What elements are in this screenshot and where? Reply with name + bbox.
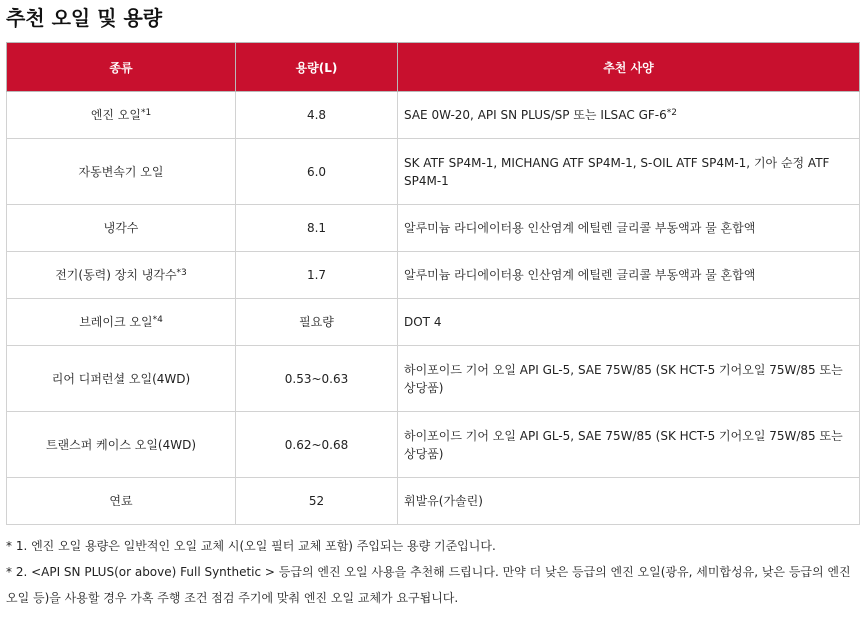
cell-type [7, 252, 236, 299]
cell-type: 리어 디퍼런셜 오일(4WD) [7, 346, 236, 412]
table-row [7, 299, 860, 346]
cell-spec: DOT 4 [398, 299, 860, 346]
table-header-row [7, 43, 860, 92]
cell-type: 트랜스퍼 케이스 오일(4WD) [7, 412, 236, 478]
footnotes [6, 533, 860, 611]
table-row [7, 139, 860, 205]
cell-spec: 알루미늄 라디에이터용 인산염계 에틸렌 글리콜 부동액과 물 혼합액 [398, 205, 860, 252]
header-capacity: 용량(L) [236, 43, 398, 92]
cell-capacity: 필요량 [236, 299, 398, 346]
cell-type [7, 92, 236, 139]
cell-spec [398, 92, 860, 139]
cell-capacity: 52 [236, 478, 398, 525]
type-label: 브레이크 오일 [79, 315, 153, 329]
type-label: 전기(동력) 장치 냉각수 [55, 268, 177, 282]
cell-capacity: 4.8 [236, 92, 398, 139]
table-row [7, 205, 860, 252]
cell-spec: 하이포이드 기어 오일 API GL-5, SAE 75W/85 (SK HCT-5 기어오일 75W/85 또는 상당품) [398, 412, 860, 478]
table-row [7, 478, 860, 525]
cell-capacity: 1.7 [236, 252, 398, 299]
cell-type [7, 299, 236, 346]
footnote-1: * 1. 엔진 오일 용량은 일반적인 오일 교체 시(오일 필터 교체 포함) 주입되는 용량 기준입니다. [6, 539, 496, 553]
cell-type: 자동변속기 오일 [7, 139, 236, 205]
cell-spec: 휘발유(가솔린) [398, 478, 860, 525]
cell-spec: 알루미늄 라디에이터용 인산염계 에틸렌 글리콜 부동액과 물 혼합액 [398, 252, 860, 299]
footnote-ref: *1 [140, 108, 152, 118]
cell-capacity: 0.53~0.63 [236, 346, 398, 412]
oil-capacity-table [6, 42, 860, 525]
cell-spec: SK ATF SP4M-1, MICHANG ATF SP4M-1, S-OIL ATF SP4M-1, 기아 순정 ATF SP4M-1 [398, 139, 860, 205]
table-row [7, 412, 860, 478]
cell-capacity: 6.0 [236, 139, 398, 205]
table-row [7, 252, 860, 299]
footnote-ref: *4 [152, 315, 163, 325]
cell-capacity: 0.62~0.68 [236, 412, 398, 478]
table-row [7, 92, 860, 139]
footnote-ref: *2 [666, 108, 677, 118]
cell-spec: 하이포이드 기어 오일 API GL-5, SAE 75W/85 (SK HCT-5 기어오일 75W/85 또는 상당품) [398, 346, 860, 412]
cell-capacity: 8.1 [236, 205, 398, 252]
cell-type: 연료 [7, 478, 236, 525]
footnote-2: * 2. <API SN PLUS(or above) Full Synthetic > 등급의 엔진 오일 사용을 추천해 드립니다. 만약 더 낮은 등급의 엔진 오일(광유, 세미합성유, 낮은 등급의 엔진 오일 등)을 사용할 경우 가혹 주행 조건 점검 주기에 맞춰 엔진 오일 교체가 요구됩니다. [6, 565, 851, 605]
type-label: 엔진 오일 [90, 108, 141, 122]
header-spec: 추천 사양 [398, 43, 860, 92]
cell-type: 냉각수 [7, 205, 236, 252]
table-row [7, 346, 860, 412]
footnote-ref: *3 [176, 268, 187, 278]
header-type: 종류 [7, 43, 236, 92]
page-title: 추천 오일 및 용량 [6, 6, 163, 30]
spec-label: SAE 0W-20, API SN PLUS/SP 또는 ILSAC GF-6 [404, 108, 667, 122]
